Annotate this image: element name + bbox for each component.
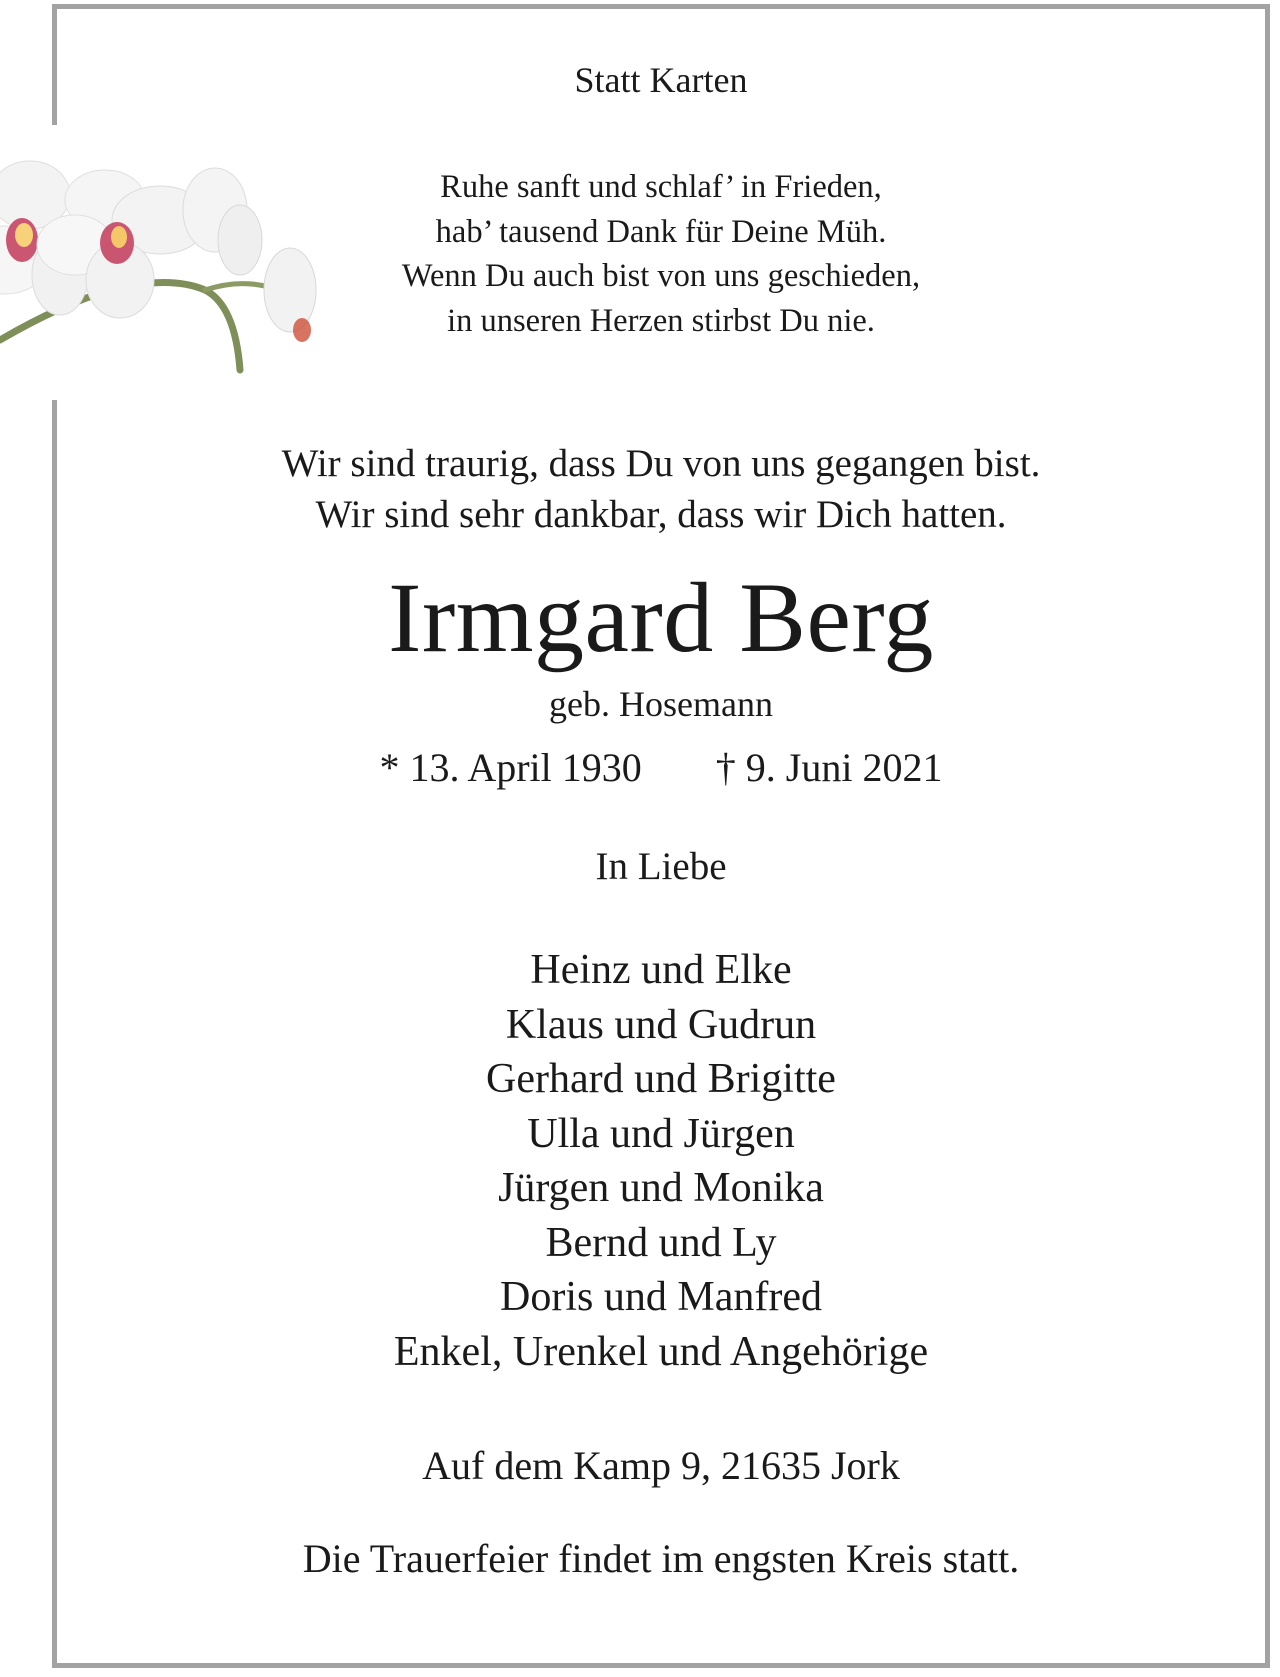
address: Auf dem Kamp 9, 21635 Jork: [422, 1443, 900, 1488]
mourners-list: [52, 943, 1270, 1379]
deceased-name: Irmgard Berg: [388, 562, 934, 673]
sentiment-line: Wir sind traurig, dass Du von uns gegangen bist.: [281, 442, 1041, 485]
poem-line: in unseren Herzen stirbst Du nie.: [447, 302, 875, 339]
mourner-entry: Enkel, Urenkel und Angehörige: [393, 1328, 929, 1375]
mourner-entry: Doris und Manfred: [500, 1274, 822, 1320]
death-date: † 9. Juni 2021: [715, 745, 943, 790]
funeral-notice: Die Trauerfeier findet im engsten Kreis statt.: [302, 1536, 1020, 1581]
poem: [52, 165, 1270, 343]
poem-line: hab’ tausend Dank für Deine Müh.: [435, 213, 887, 250]
birth-date: * 13. April 1930: [379, 745, 642, 790]
birth-name: geb. Hosemann: [549, 684, 773, 724]
mourner-entry: Ulla und Jürgen: [527, 1110, 795, 1157]
closing-phrase: In Liebe: [595, 845, 727, 888]
mourner-entry: Klaus und Gudrun: [505, 1001, 817, 1048]
poem-line: Ruhe sanft und schlaf’ in Frieden,: [440, 169, 882, 205]
sentiment-line: Wir sind sehr dankbar, dass wir Dich hatten.: [315, 493, 1007, 536]
sentiment-text: [52, 438, 1270, 540]
mourner-entry: Bernd und Ly: [545, 1219, 777, 1266]
poem-line: Wenn Du auch bist von uns geschieden,: [401, 258, 921, 294]
mourner-entry: Jürgen und Monika: [498, 1165, 824, 1211]
header-statt-karten: Statt Karten: [574, 60, 748, 100]
mourner-entry: Heinz und Elke: [530, 947, 792, 993]
life-dates: [52, 745, 1270, 790]
mourner-entry: Gerhard und Brigitte: [486, 1056, 836, 1102]
